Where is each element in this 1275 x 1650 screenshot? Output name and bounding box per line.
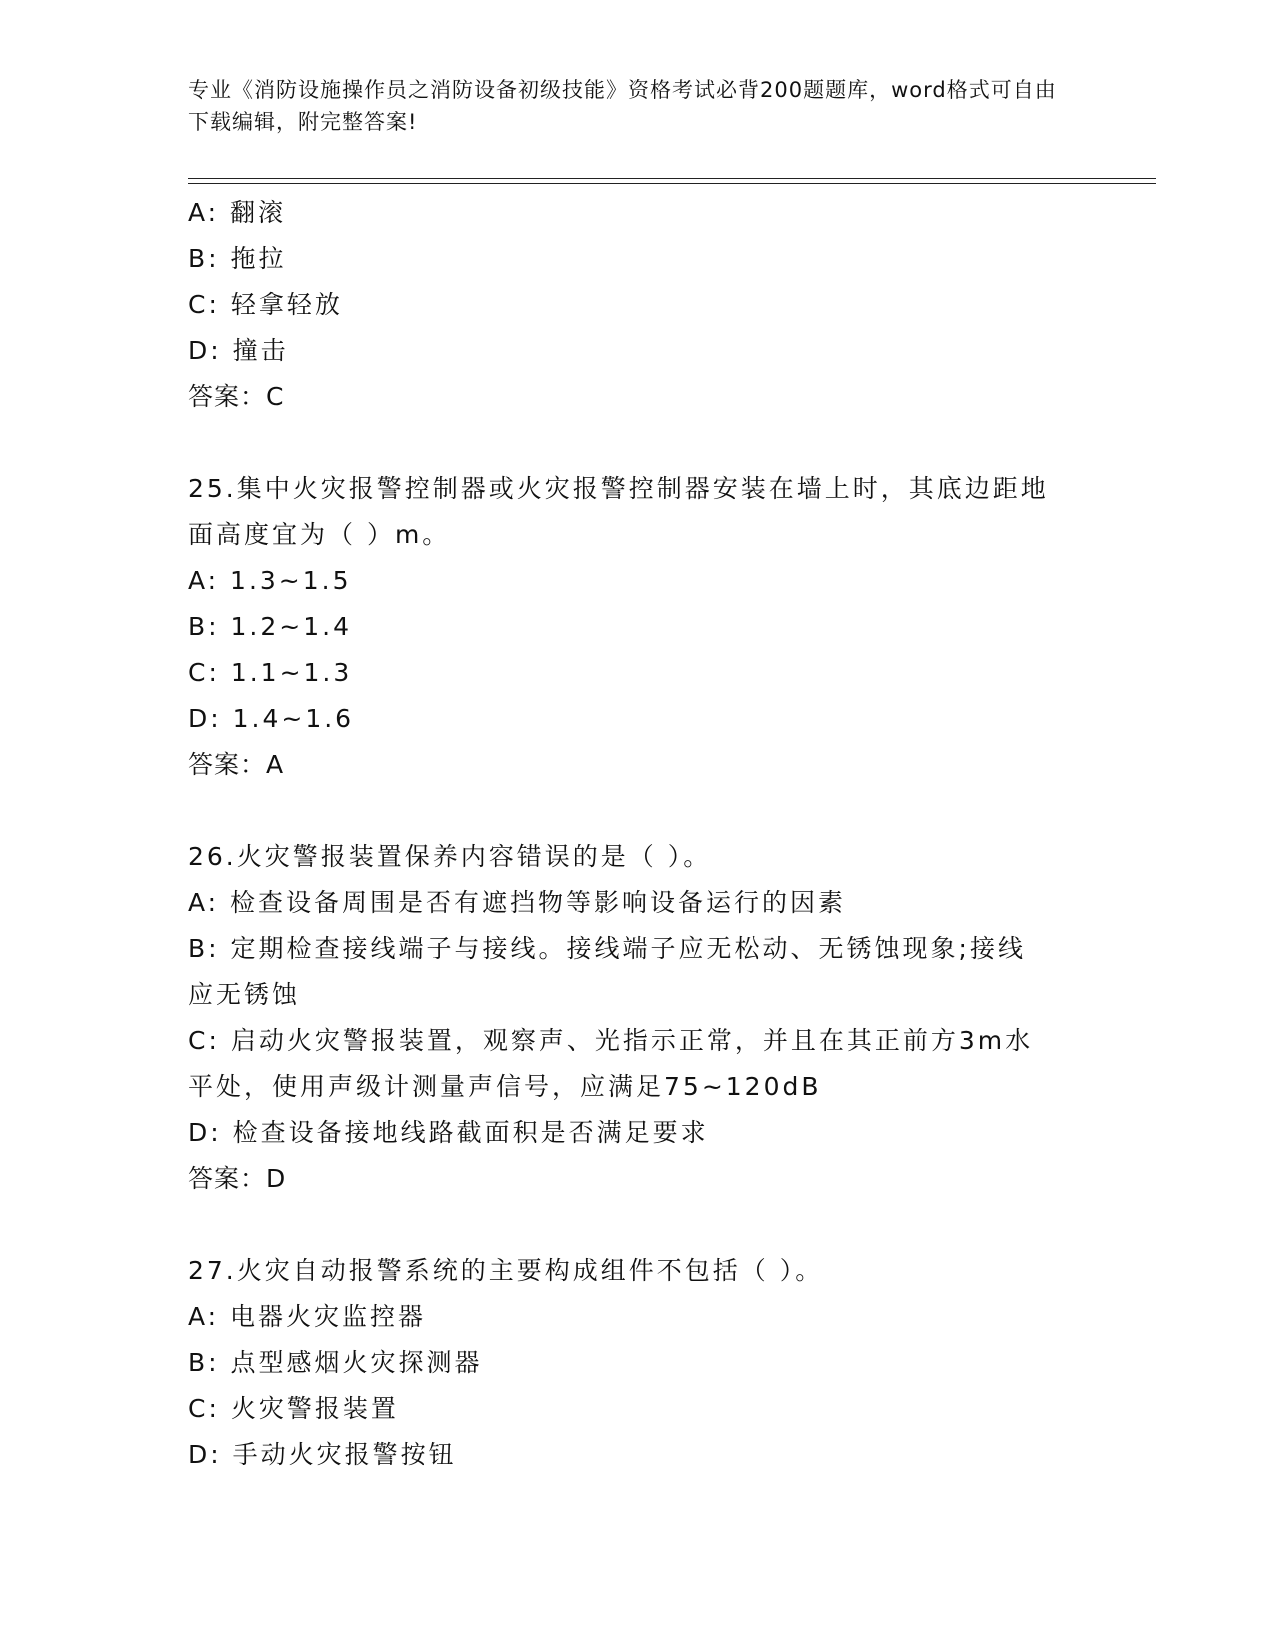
option-a: A: 检查设备周围是否有遮挡物等影响设备运行的因素: [188, 888, 847, 917]
option-b-continued: 应无锈蚀: [188, 980, 301, 1009]
question-27: [188, 1248, 1088, 1478]
option-b: B: 1.2~1.4: [188, 612, 352, 641]
option-d: D: 手动火灾报警按钮: [188, 1440, 457, 1469]
answer: 答案：D: [188, 1164, 287, 1193]
question-stem-continued: 面高度宜为（ ）m。: [188, 520, 451, 549]
spacer: [188, 420, 1088, 466]
question-stem: 25.集中火灾报警控制器或火灾报警控制器安装在墙上时，其底边距地: [188, 474, 1049, 503]
option-d: D: 1.4~1.6: [188, 704, 355, 733]
header-rule-bottom: [188, 183, 1156, 184]
answer: 答案：C: [188, 382, 285, 411]
spacer: [188, 1202, 1088, 1248]
option-c: C: 1.1~1.3: [188, 658, 353, 687]
option-c: C: 轻拿轻放: [188, 290, 343, 319]
question-stem: 26.火灾警报装置保养内容错误的是（ ）。: [188, 842, 712, 871]
option-b: B: 拖拉: [188, 244, 287, 273]
option-d: D: 检查设备接地线路截面积是否满足要求: [188, 1118, 709, 1147]
option-c: C: 启动火灾警报装置，观察声、光指示正常，并且在其正前方3m水: [188, 1026, 1034, 1055]
option-a: A: 1.3~1.5: [188, 566, 352, 595]
question-25: [188, 466, 1088, 788]
header-rule-top: [188, 178, 1156, 179]
option-b: B: 定期检查接线端子与接线。接线端子应无松动、无锈蚀现象;接线: [188, 934, 1026, 963]
question-content: [188, 190, 1088, 1478]
option-c: C: 火灾警报装置: [188, 1394, 399, 1423]
option-a: A: 翻滚: [188, 198, 287, 227]
option-c-continued: 平处，使用声级计测量声信号，应满足75~120dB: [188, 1072, 822, 1101]
document-header: 专业《消防设施操作员之消防设备初级技能》资格考试必背200题题库，word格式可自由下载编辑，附完整答案!: [188, 78, 1057, 134]
spacer: [188, 788, 1088, 834]
option-b: B: 点型感烟火灾探测器: [188, 1348, 483, 1377]
question-26: [188, 834, 1088, 1202]
answer: 答案：A: [188, 750, 285, 779]
option-a: A: 电器火灾监控器: [188, 1302, 427, 1331]
option-d: D: 撞击: [188, 336, 289, 365]
question-24: [188, 190, 1088, 420]
question-stem: 27.火灾自动报警系统的主要构成组件不包括（ ）。: [188, 1256, 824, 1285]
